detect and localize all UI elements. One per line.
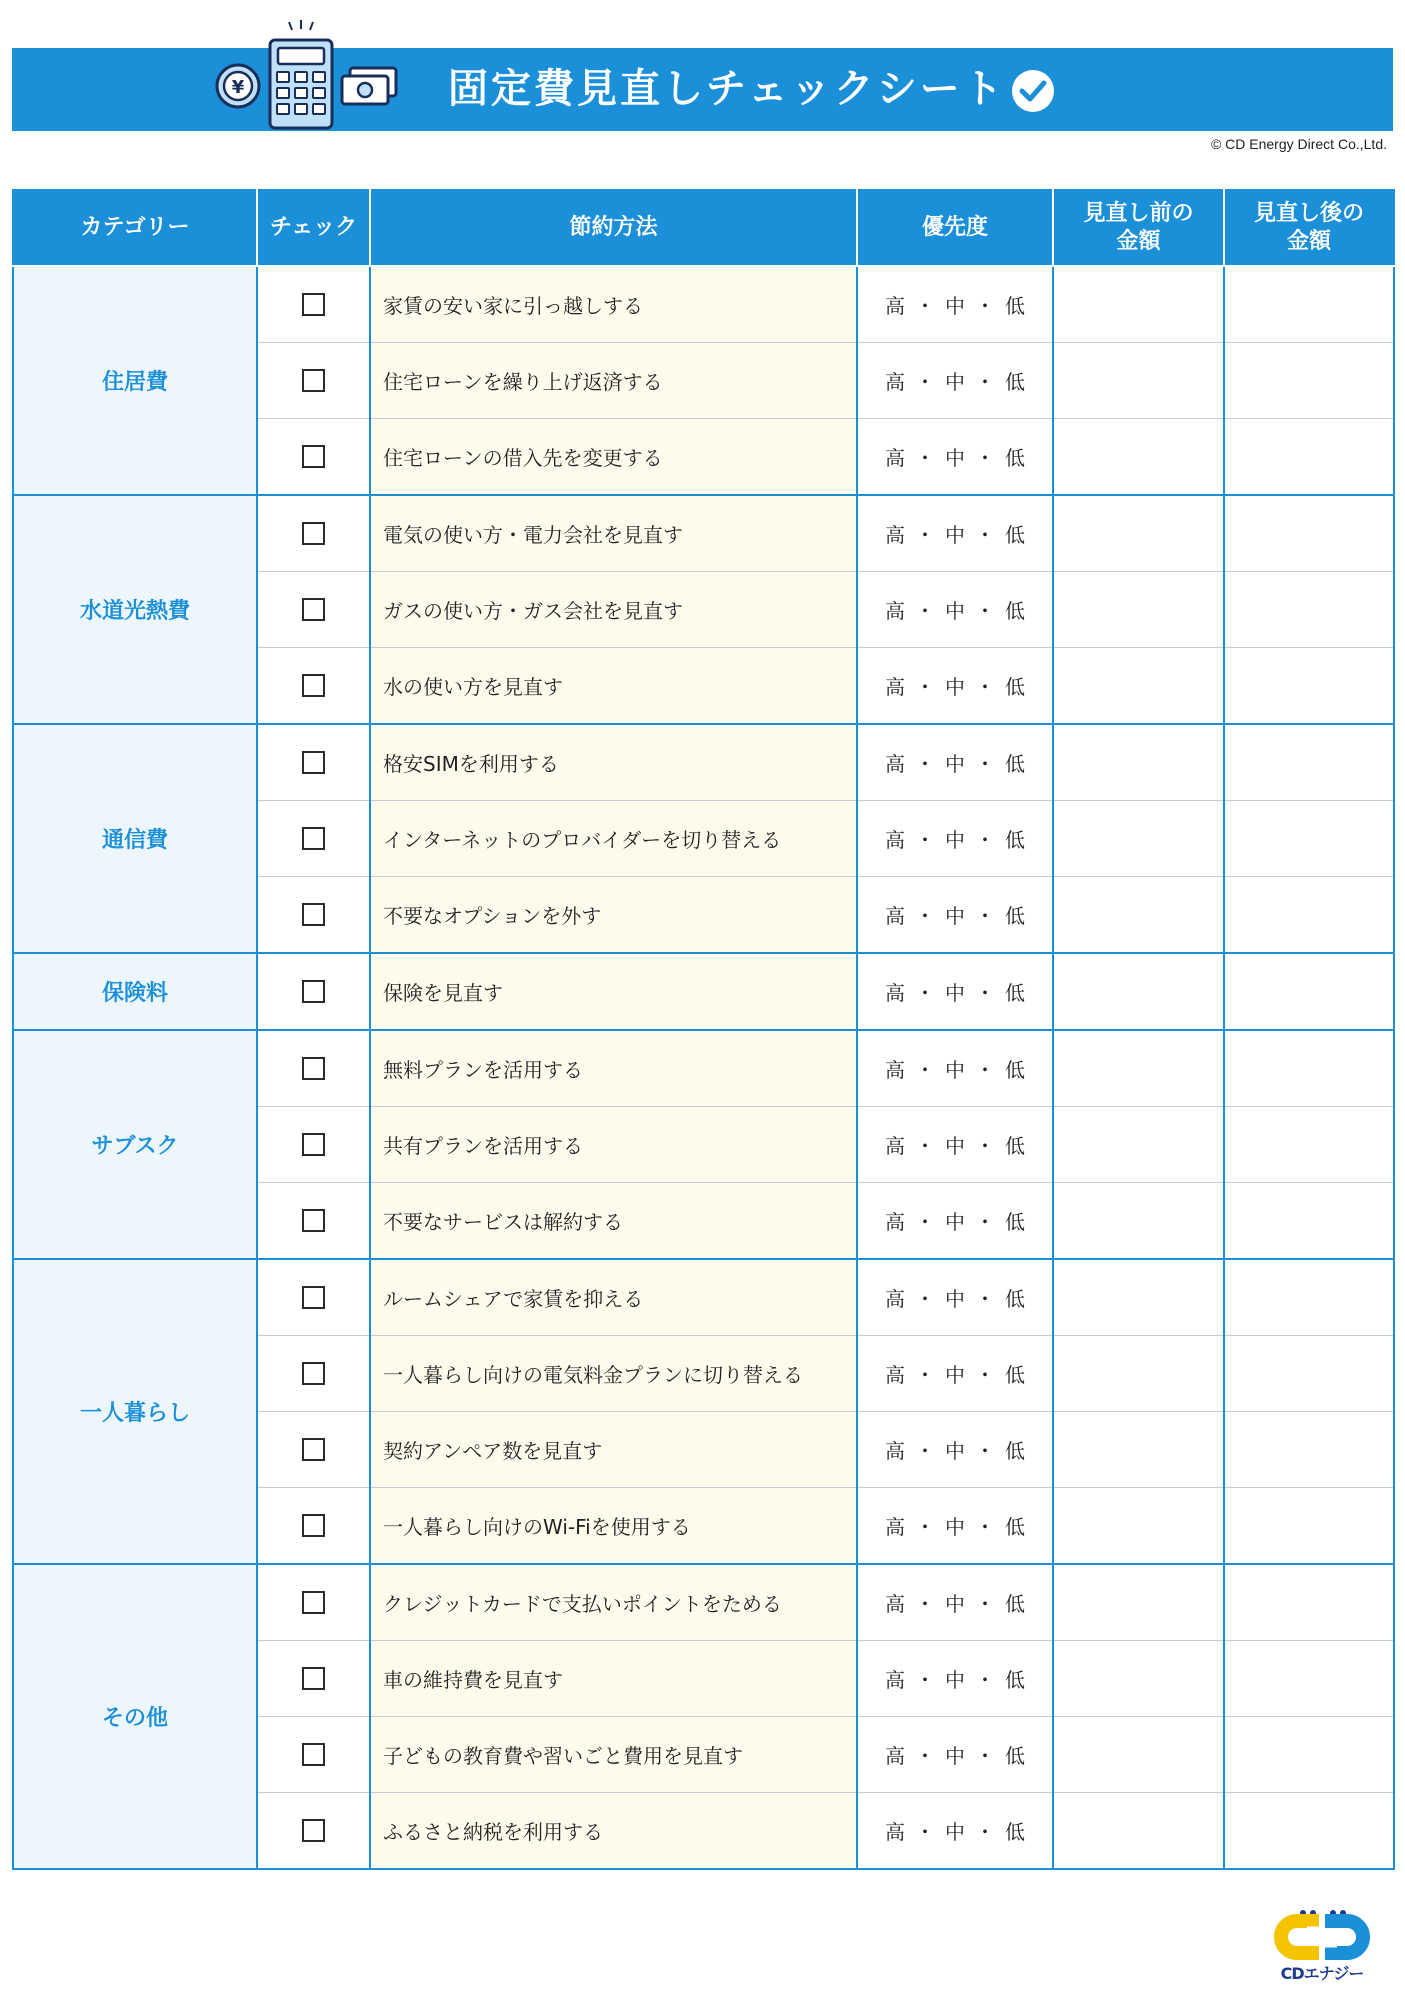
priority-mid[interactable]: 中 — [945, 1058, 965, 1082]
priority-low[interactable]: 低 — [1005, 446, 1025, 470]
check-cell — [257, 1564, 370, 1641]
checkbox[interactable] — [302, 1667, 325, 1690]
priority-dot: ・ — [915, 752, 935, 776]
priority-dot: ・ — [915, 1668, 935, 1692]
table-row — [13, 1259, 1394, 1336]
method-cell: クレジットカードで支払いポイントをためる — [370, 1564, 857, 1641]
table-row — [13, 1564, 1394, 1641]
priority-low[interactable]: 低 — [1005, 1820, 1025, 1844]
priority-dot: ・ — [975, 1744, 995, 1768]
priority-high[interactable]: 高 — [885, 904, 905, 928]
page-title: 固定費見直しチェックシート — [448, 66, 1006, 112]
priority-dot: ・ — [915, 904, 935, 928]
method-cell: 不要なオプションを外す — [370, 877, 857, 954]
method-cell: 住宅ローンの借入先を変更する — [370, 419, 857, 496]
priority-dot: ・ — [915, 1744, 935, 1768]
priority-cell[interactable] — [857, 1793, 1053, 1870]
amount-after-cell[interactable] — [1224, 724, 1394, 801]
priority-low[interactable]: 低 — [1005, 1515, 1025, 1539]
amount-before-cell[interactable] — [1053, 724, 1224, 801]
amount-after-cell[interactable] — [1224, 1183, 1394, 1260]
checkbox[interactable] — [302, 522, 325, 545]
priority-cell[interactable] — [857, 877, 1053, 954]
priority-dot: ・ — [915, 1287, 935, 1311]
check-cell — [257, 1259, 370, 1336]
priority-low[interactable]: 低 — [1005, 370, 1025, 394]
method-cell: 電気の使い方・電力会社を見直す — [370, 495, 857, 572]
priority-dot: ・ — [975, 1058, 995, 1082]
amount-before-cell[interactable] — [1053, 1793, 1224, 1870]
priority-cell[interactable] — [857, 1030, 1053, 1107]
priority-low[interactable]: 低 — [1005, 1058, 1025, 1082]
method-cell: ルームシェアで家賃を抑える — [370, 1259, 857, 1336]
amount-after-cell[interactable] — [1224, 1259, 1394, 1336]
amount-after-cell[interactable] — [1224, 343, 1394, 419]
amount-before-cell[interactable] — [1053, 419, 1224, 496]
priority-low[interactable]: 低 — [1005, 1210, 1025, 1234]
amount-before-cell[interactable] — [1053, 1488, 1224, 1565]
amount-before-cell[interactable] — [1053, 1183, 1224, 1260]
checkbox[interactable] — [302, 1591, 325, 1614]
priority-low[interactable]: 低 — [1005, 1744, 1025, 1768]
priority-dot: ・ — [975, 1820, 995, 1844]
checkbox[interactable] — [302, 674, 325, 697]
method-cell: 水の使い方を見直す — [370, 648, 857, 725]
amount-before-cell[interactable] — [1053, 801, 1224, 877]
amount-after-cell[interactable] — [1224, 1107, 1394, 1183]
checkbox[interactable] — [302, 598, 325, 621]
priority-low[interactable]: 低 — [1005, 1134, 1025, 1158]
table-row — [13, 266, 1394, 343]
priority-low[interactable]: 低 — [1005, 904, 1025, 928]
priority-dot: ・ — [975, 599, 995, 623]
check-cell — [257, 1412, 370, 1488]
priority-mid[interactable]: 中 — [945, 1515, 965, 1539]
col-header-check: チェック — [257, 190, 370, 266]
priority-mid[interactable]: 中 — [945, 1363, 965, 1387]
priority-dot: ・ — [975, 675, 995, 699]
method-cell: 子どもの教育費や習いごと費用を見直す — [370, 1717, 857, 1793]
priority-dot: ・ — [915, 523, 935, 547]
checkbox[interactable] — [302, 751, 325, 774]
priority-cell[interactable] — [857, 1412, 1053, 1488]
check-cell — [257, 419, 370, 496]
priority-dot: ・ — [915, 981, 935, 1005]
calculator-coin-icon — [214, 18, 400, 132]
priority-mid[interactable]: 中 — [945, 294, 965, 318]
check-cell — [257, 1488, 370, 1565]
priority-dot: ・ — [975, 370, 995, 394]
amount-after-cell[interactable] — [1224, 419, 1394, 496]
priority-mid[interactable]: 中 — [945, 1744, 965, 1768]
table-row — [13, 495, 1394, 572]
priority-cell[interactable] — [857, 1488, 1053, 1565]
priority-cell[interactable] — [857, 801, 1053, 877]
amount-before-cell[interactable] — [1053, 648, 1224, 725]
check-cell — [257, 648, 370, 725]
check-cell — [257, 1336, 370, 1412]
priority-high[interactable]: 高 — [885, 1287, 905, 1311]
priority-dot: ・ — [975, 1287, 995, 1311]
method-cell: 共有プランを活用する — [370, 1107, 857, 1183]
check-cell — [257, 343, 370, 419]
check-cell — [257, 1793, 370, 1870]
amount-after-cell[interactable] — [1224, 572, 1394, 648]
priority-mid[interactable]: 中 — [945, 828, 965, 852]
priority-dot: ・ — [975, 294, 995, 318]
priority-cell[interactable] — [857, 419, 1053, 496]
yen-symbol: ¥ — [231, 77, 245, 98]
priority-high[interactable]: 高 — [885, 675, 905, 699]
method-cell: 住宅ローンを繰り上げ返済する — [370, 343, 857, 419]
amount-before-cell[interactable] — [1053, 1259, 1224, 1336]
company-logo — [1267, 1907, 1377, 1987]
priority-low[interactable]: 低 — [1005, 1592, 1025, 1616]
checkbox[interactable] — [302, 445, 325, 468]
col-header-category: カテゴリー — [13, 190, 257, 266]
method-cell: ガスの使い方・ガス会社を見直す — [370, 572, 857, 648]
priority-low[interactable]: 低 — [1005, 599, 1025, 623]
priority-mid[interactable]: 中 — [945, 1592, 965, 1616]
priority-mid[interactable]: 中 — [945, 370, 965, 394]
priority-dot: ・ — [915, 370, 935, 394]
method-cell: 家賃の安い家に引っ越しする — [370, 266, 857, 343]
priority-dot: ・ — [915, 1058, 935, 1082]
priority-dot: ・ — [915, 599, 935, 623]
col-header-method: 節約方法 — [370, 190, 857, 266]
check-cell — [257, 953, 370, 1030]
priority-low[interactable]: 低 — [1005, 828, 1025, 852]
priority-high[interactable]: 高 — [885, 828, 905, 852]
check-cell — [257, 877, 370, 954]
method-cell: 一人暮らし向けの電気料金プランに切り替える — [370, 1336, 857, 1412]
category-cell: 一人暮らし — [13, 1259, 257, 1564]
checkbox[interactable] — [302, 1514, 325, 1537]
checklist-table — [12, 189, 1395, 1870]
check-cell — [257, 1107, 370, 1183]
priority-dot: ・ — [975, 904, 995, 928]
method-cell: 無料プランを活用する — [370, 1030, 857, 1107]
priority-dot: ・ — [975, 1592, 995, 1616]
priority-low[interactable]: 低 — [1005, 1668, 1025, 1692]
priority-cell[interactable] — [857, 953, 1053, 1030]
checkbox[interactable] — [302, 1209, 325, 1232]
category-cell: 水道光熱費 — [13, 495, 257, 724]
checkbox[interactable] — [302, 1362, 325, 1385]
priority-mid[interactable]: 中 — [945, 1668, 965, 1692]
priority-mid[interactable]: 中 — [945, 1287, 965, 1311]
priority-cell[interactable] — [857, 1336, 1053, 1412]
category-cell: その他 — [13, 1564, 257, 1869]
check-cell — [257, 801, 370, 877]
priority-dot: ・ — [915, 1592, 935, 1616]
amount-after-cell[interactable] — [1224, 953, 1394, 1030]
amount-before-cell[interactable] — [1053, 1030, 1224, 1107]
priority-cell[interactable] — [857, 343, 1053, 419]
amount-before-cell[interactable] — [1053, 343, 1224, 419]
method-cell: 契約アンペア数を見直す — [370, 1412, 857, 1488]
priority-cell[interactable] — [857, 266, 1053, 343]
priority-low[interactable]: 低 — [1005, 981, 1025, 1005]
checkbox[interactable] — [302, 293, 325, 316]
priority-mid[interactable]: 中 — [945, 523, 965, 547]
method-cell: インターネットのプロバイダーを切り替える — [370, 801, 857, 877]
priority-high[interactable]: 高 — [885, 599, 905, 623]
method-cell: 車の維持費を見直す — [370, 1641, 857, 1717]
category-cell: 通信費 — [13, 724, 257, 953]
method-cell: ふるさと納税を利用する — [370, 1793, 857, 1870]
priority-mid[interactable]: 中 — [945, 446, 965, 470]
amount-before-cell[interactable] — [1053, 495, 1224, 572]
category-cell: 住居費 — [13, 266, 257, 495]
amount-before-cell[interactable] — [1053, 266, 1224, 343]
priority-cell[interactable] — [857, 1259, 1053, 1336]
priority-mid[interactable]: 中 — [945, 1134, 965, 1158]
priority-dot: ・ — [915, 675, 935, 699]
amount-before-cell[interactable] — [1053, 1412, 1224, 1488]
priority-cell[interactable] — [857, 1717, 1053, 1793]
priority-high[interactable]: 高 — [885, 294, 905, 318]
priority-high[interactable]: 高 — [885, 1515, 905, 1539]
priority-high[interactable]: 高 — [885, 1668, 905, 1692]
amount-after-cell[interactable] — [1224, 648, 1394, 725]
amount-after-cell[interactable] — [1224, 1641, 1394, 1717]
copyright-notice: © CD Energy Direct Co.,Ltd. — [1210, 136, 1387, 152]
checkbox[interactable] — [302, 827, 325, 850]
priority-dot: ・ — [915, 1515, 935, 1539]
check-cell — [257, 1030, 370, 1107]
amount-before-cell[interactable] — [1053, 877, 1224, 954]
priority-dot: ・ — [975, 1439, 995, 1463]
priority-dot: ・ — [975, 1210, 995, 1234]
priority-mid[interactable]: 中 — [945, 1439, 965, 1463]
priority-low[interactable]: 低 — [1005, 523, 1025, 547]
priority-cell[interactable] — [857, 572, 1053, 648]
priority-low[interactable]: 低 — [1005, 675, 1025, 699]
amount-after-cell[interactable] — [1224, 1564, 1394, 1641]
checkbox[interactable] — [302, 1133, 325, 1156]
priority-mid[interactable]: 中 — [945, 1210, 965, 1234]
priority-high[interactable]: 高 — [885, 1210, 905, 1234]
priority-dot: ・ — [915, 828, 935, 852]
checkbox[interactable] — [302, 1438, 325, 1461]
amount-after-cell[interactable] — [1224, 266, 1394, 343]
amount-before-cell[interactable] — [1053, 1336, 1224, 1412]
check-cell — [257, 1183, 370, 1260]
priority-low[interactable]: 低 — [1005, 1287, 1025, 1311]
priority-cell[interactable] — [857, 1564, 1053, 1641]
priority-low[interactable]: 低 — [1005, 752, 1025, 776]
priority-low[interactable]: 低 — [1005, 1439, 1025, 1463]
amount-before-cell[interactable] — [1053, 1717, 1224, 1793]
priority-mid[interactable]: 中 — [945, 599, 965, 623]
category-cell: サブスク — [13, 1030, 257, 1259]
priority-dot: ・ — [915, 1134, 935, 1158]
priority-dot: ・ — [975, 1363, 995, 1387]
priority-dot: ・ — [975, 752, 995, 776]
amount-after-cell[interactable] — [1224, 1793, 1394, 1870]
check-cell — [257, 572, 370, 648]
logo-text: CDエナジー — [1280, 1964, 1364, 1983]
priority-dot: ・ — [915, 1210, 935, 1234]
priority-high[interactable]: 高 — [885, 370, 905, 394]
check-cell — [257, 495, 370, 572]
priority-high[interactable]: 高 — [885, 752, 905, 776]
priority-dot: ・ — [915, 1439, 935, 1463]
checkbox[interactable] — [302, 1286, 325, 1309]
priority-high[interactable]: 高 — [885, 1363, 905, 1387]
priority-high[interactable]: 高 — [885, 1439, 905, 1463]
priority-cell[interactable] — [857, 1641, 1053, 1717]
cd-energy-logo-icon — [1267, 1907, 1377, 1963]
priority-cell[interactable] — [857, 724, 1053, 801]
checkbox[interactable] — [302, 1057, 325, 1080]
method-cell: 不要なサービスは解約する — [370, 1183, 857, 1260]
priority-high[interactable]: 高 — [885, 1744, 905, 1768]
checkbox[interactable] — [302, 1743, 325, 1766]
check-cell — [257, 266, 370, 343]
check-cell — [257, 1641, 370, 1717]
amount-before-cell[interactable] — [1053, 953, 1224, 1030]
priority-high[interactable]: 高 — [885, 446, 905, 470]
priority-cell[interactable] — [857, 648, 1053, 725]
amount-after-cell[interactable] — [1224, 495, 1394, 572]
priority-dot: ・ — [975, 1134, 995, 1158]
col-header-before: 見直し前の 金額 — [1053, 190, 1224, 266]
checkbox[interactable] — [302, 1819, 325, 1842]
priority-mid[interactable]: 中 — [945, 981, 965, 1005]
checkbox[interactable] — [302, 369, 325, 392]
priority-high[interactable]: 高 — [885, 1134, 905, 1158]
checkmark-icon — [1010, 68, 1056, 114]
priority-mid[interactable]: 中 — [945, 675, 965, 699]
priority-dot: ・ — [915, 446, 935, 470]
check-cell — [257, 724, 370, 801]
amount-after-cell[interactable] — [1224, 1412, 1394, 1488]
priority-high[interactable]: 高 — [885, 1058, 905, 1082]
priority-dot: ・ — [975, 828, 995, 852]
priority-dot: ・ — [915, 294, 935, 318]
checkbox[interactable] — [302, 903, 325, 926]
priority-high[interactable]: 高 — [885, 523, 905, 547]
col-header-priority: 優先度 — [857, 190, 1053, 266]
priority-high[interactable]: 高 — [885, 1820, 905, 1844]
priority-mid[interactable]: 中 — [945, 904, 965, 928]
priority-dot: ・ — [975, 523, 995, 547]
priority-high[interactable]: 高 — [885, 1592, 905, 1616]
priority-dot: ・ — [975, 1668, 995, 1692]
table-row — [13, 953, 1394, 1030]
amount-after-cell[interactable] — [1224, 1488, 1394, 1565]
priority-cell[interactable] — [857, 495, 1053, 572]
priority-dot: ・ — [975, 1515, 995, 1539]
check-cell — [257, 1717, 370, 1793]
method-cell: 一人暮らし向けのWi-Fiを使用する — [370, 1488, 857, 1565]
priority-mid[interactable]: 中 — [945, 752, 965, 776]
priority-dot: ・ — [915, 1820, 935, 1844]
method-cell: 保険を見直す — [370, 953, 857, 1030]
amount-after-cell[interactable] — [1224, 1717, 1394, 1793]
category-cell: 保険料 — [13, 953, 257, 1030]
priority-dot: ・ — [915, 1363, 935, 1387]
amount-before-cell[interactable] — [1053, 1564, 1224, 1641]
priority-cell[interactable] — [857, 1107, 1053, 1183]
priority-mid[interactable]: 中 — [945, 1820, 965, 1844]
priority-cell[interactable] — [857, 1183, 1053, 1260]
priority-high[interactable]: 高 — [885, 981, 905, 1005]
col-header-after: 見直し後の 金額 — [1224, 190, 1394, 266]
priority-dot: ・ — [975, 446, 995, 470]
priority-low[interactable]: 低 — [1005, 294, 1025, 318]
amount-after-cell[interactable] — [1224, 1030, 1394, 1107]
table-row — [13, 1030, 1394, 1107]
amount-before-cell[interactable] — [1053, 1107, 1224, 1183]
amount-before-cell[interactable] — [1053, 1641, 1224, 1717]
amount-after-cell[interactable] — [1224, 877, 1394, 954]
priority-low[interactable]: 低 — [1005, 1363, 1025, 1387]
table-row — [13, 724, 1394, 801]
header-row — [13, 190, 1394, 266]
checkbox[interactable] — [302, 980, 325, 1003]
amount-before-cell[interactable] — [1053, 572, 1224, 648]
method-cell: 格安SIMを利用する — [370, 724, 857, 801]
priority-dot: ・ — [975, 981, 995, 1005]
amount-after-cell[interactable] — [1224, 1336, 1394, 1412]
amount-after-cell[interactable] — [1224, 801, 1394, 877]
